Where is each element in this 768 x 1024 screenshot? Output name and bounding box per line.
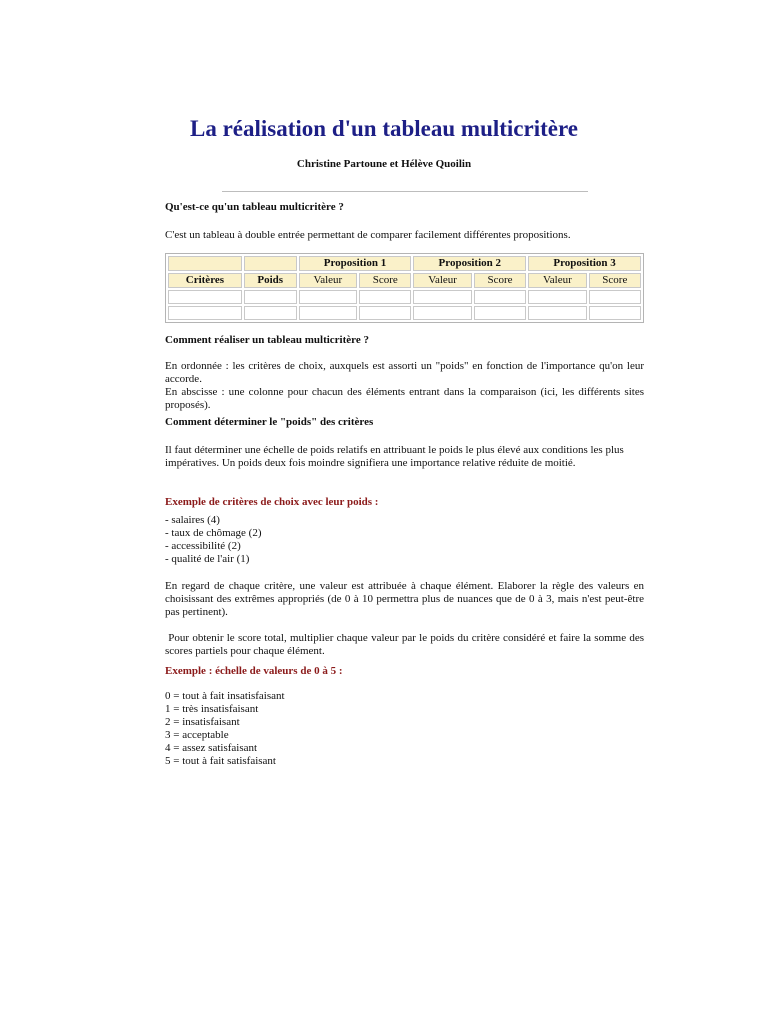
proposition-header: Proposition 2 [413, 256, 526, 271]
section-heading-weights: Comment déterminer le "poids" des critères [165, 416, 374, 428]
table-cell [474, 290, 526, 304]
column-header-score: Score [589, 273, 641, 288]
column-header-valeur: Valeur [299, 273, 357, 288]
horizontal-rule [222, 191, 588, 192]
list-item: - accessibilité (2) [165, 540, 241, 552]
table-cell [359, 306, 411, 320]
multicriteria-table [165, 253, 644, 323]
list-item: - taux de chômage (2) [165, 527, 262, 539]
table-cell [413, 306, 471, 320]
column-header-criteres: Critères [168, 273, 242, 288]
column-header-poids: Poids [244, 273, 297, 288]
paragraph-values: En regard de chaque critère, une valeur est attribuée à chaque élément. Elaborer la règle des valeurs en choisissant des extrêmes appropriés (de 0 à 10 permettra plus de nuances que de 0 à 3, mais n'est peut-être pas pertinent). [165, 580, 644, 618]
list-item: 3 = acceptable [165, 729, 229, 741]
criteria-list [165, 514, 465, 566]
table-row [168, 306, 641, 320]
table-cell [528, 290, 586, 304]
column-header-score: Score [474, 273, 526, 288]
section-heading-how-to: Comment réaliser un tableau multicritère ? [165, 334, 369, 346]
table-cell [168, 256, 242, 271]
list-item: - qualité de l'air (1) [165, 553, 250, 565]
authors: Christine Partoune et Hélève Quoilin [296, 158, 472, 170]
definition-text: C'est un tableau à double entrée permettant de comparer facilement différentes propositions. [165, 229, 571, 241]
table-cell [168, 290, 242, 304]
table-cell [413, 290, 471, 304]
list-item: 1 = très insatisfaisant [165, 703, 259, 715]
table-cell [299, 290, 357, 304]
paragraph-score: Pour obtenir le score total, multiplier chaque valeur par le poids du critère considéré et faire la somme des scores partiels pour chaque élément. [165, 632, 647, 657]
table-cell [244, 256, 297, 271]
table-cell [359, 290, 411, 304]
table-row [168, 256, 641, 271]
example-heading-criteria: Exemple de critères de choix avec leur poids : [165, 496, 379, 508]
table-cell [244, 290, 297, 304]
list-item: - salaires (4) [165, 514, 220, 526]
table-row [168, 290, 641, 304]
page-title: La réalisation d'un tableau multicritère [189, 116, 578, 141]
list-item: 4 = assez satisfaisant [165, 742, 258, 754]
example-heading-scale: Exemple : échelle de valeurs de 0 à 5 : [165, 665, 343, 677]
proposition-header: Proposition 1 [299, 256, 412, 271]
list-item: 5 = tout à fait satisfaisant [165, 755, 276, 767]
table-cell [528, 306, 586, 320]
paragraph-weights: Il faut déterminer une échelle de poids relatifs en attribuant le poids le plus élevé aux conditions les plus impératives. Un poids deux fois moindre signifiera une importance relative réduite de moitié. [165, 444, 624, 469]
table-row [168, 273, 641, 288]
column-header-valeur: Valeur [528, 273, 586, 288]
table-cell [474, 306, 526, 320]
table-cell [168, 306, 242, 320]
table-cell [244, 306, 297, 320]
proposition-header: Proposition 3 [528, 256, 641, 271]
column-header-valeur: Valeur [413, 273, 471, 288]
table-cell [589, 306, 641, 320]
list-item: 0 = tout à fait insatisfaisant [165, 690, 285, 702]
table-cell [589, 290, 641, 304]
paragraph-abscisse: En abscisse : une colonne pour chacun des éléments entrant dans la comparaison (ici, les différents sites proposés). [165, 386, 644, 411]
column-header-score: Score [359, 273, 411, 288]
section-heading-definition: Qu'est-ce qu'un tableau multicritère ? [165, 201, 344, 213]
paragraph-ordonnee: En ordonnée : les critères de choix, auxquels est assorti un "poids" en fonction de l'importance qu'on leur accorde. [165, 360, 644, 385]
table-cell [299, 306, 357, 320]
list-item: 2 = insatisfaisant [165, 716, 240, 728]
scale-list [165, 690, 465, 768]
